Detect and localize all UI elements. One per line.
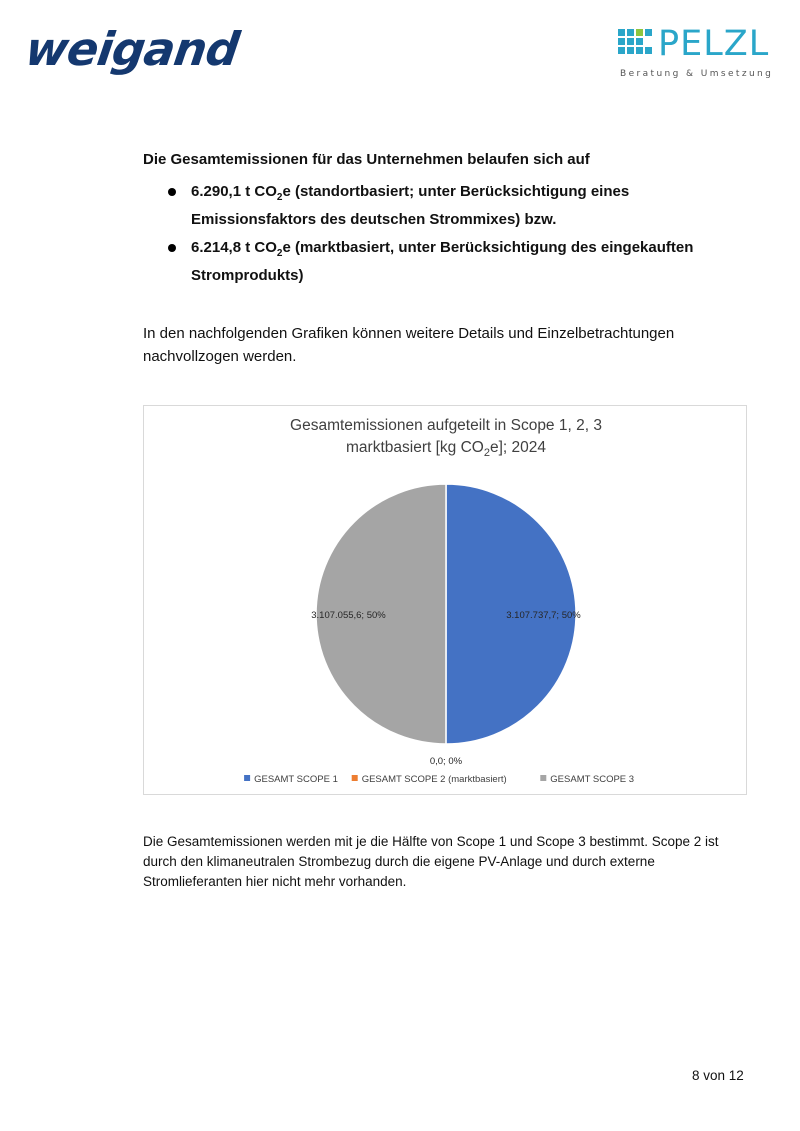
chart-legend — [244, 774, 634, 785]
conclusion-paragraph: Die Gesamtemissionen werden mit je die Hälfte von Scope 1 und Scope 3 bestimmt. Scope 2 ist durch den klimaneutralen Strombezug durch die eigene PV-Anlage und durch externe Stromlieferanten hier nicht mehr vorhanden. — [143, 834, 719, 889]
bullet-subscript: 2 — [276, 248, 283, 259]
pie-chart-container — [143, 405, 747, 795]
summary-intro: Die Gesamtemissionen für das Unternehmen belaufen sich auf — [143, 151, 590, 168]
pie-data-label: 0,0; 0% — [429, 756, 463, 767]
pie-chart — [144, 406, 748, 796]
legend-swatch-gesamt-scope-3 — [540, 775, 546, 781]
legend-label-gesamt-scope-2-marktbasiert: GESAMT SCOPE 2 (marktbasiert) — [361, 774, 507, 785]
bullet-dot-icon — [168, 244, 176, 252]
summary-bullet-location-based — [143, 181, 733, 231]
pie-data-label: 3.107.055,6; 50% — [311, 609, 386, 621]
pelzl-logo — [618, 24, 778, 82]
pelzl-tagline: Beratung & Umsetzung — [620, 69, 774, 79]
summary-bullet-list — [143, 181, 733, 293]
bullet-amount: 6.214,8 t CO — [191, 239, 277, 256]
chart-title-line1: Gesamtemissionen aufgeteilt in Scope 1, 2, 3 — [290, 417, 602, 434]
legend-swatch-gesamt-scope-1 — [244, 775, 250, 781]
pelzl-wordmark: PELZL — [658, 24, 770, 64]
page-number: 8 von 12 — [692, 1068, 744, 1083]
summary-bullet-market-based — [143, 237, 733, 287]
bullet-dot-icon — [168, 188, 176, 196]
bullet-description: e (standortbasiert; unter Berücksichtigung eines Emissionsfaktors des deutschen Strommixes) bzw. — [191, 183, 630, 228]
pelzl-grid-icon — [618, 28, 654, 64]
legend-label-gesamt-scope-3: GESAMT SCOPE 3 — [550, 774, 635, 785]
legend-swatch-gesamt-scope-2-marktbasiert — [352, 775, 358, 781]
bullet-amount: 6.290,1 t CO — [191, 183, 277, 200]
chart-title-line2: marktbasiert [kg $CO_2e$]; 2024 — [346, 439, 546, 459]
intro-paragraph: In den nachfolgenden Grafiken können weitere Details und Einzelbetrachtungen nachvollzogen werden. — [143, 325, 675, 365]
bullet-subscript: 2 — [276, 192, 283, 203]
legend-label-gesamt-scope-1: GESAMT SCOPE 1 — [254, 774, 338, 785]
bullet-description: e (marktbasiert, unter Berücksichtigung des eingekauften Stromprodukts) — [191, 239, 694, 284]
pie-data-label: 3.107.737,7; 50% — [506, 610, 581, 622]
weigand-logo: weigand — [22, 22, 242, 76]
